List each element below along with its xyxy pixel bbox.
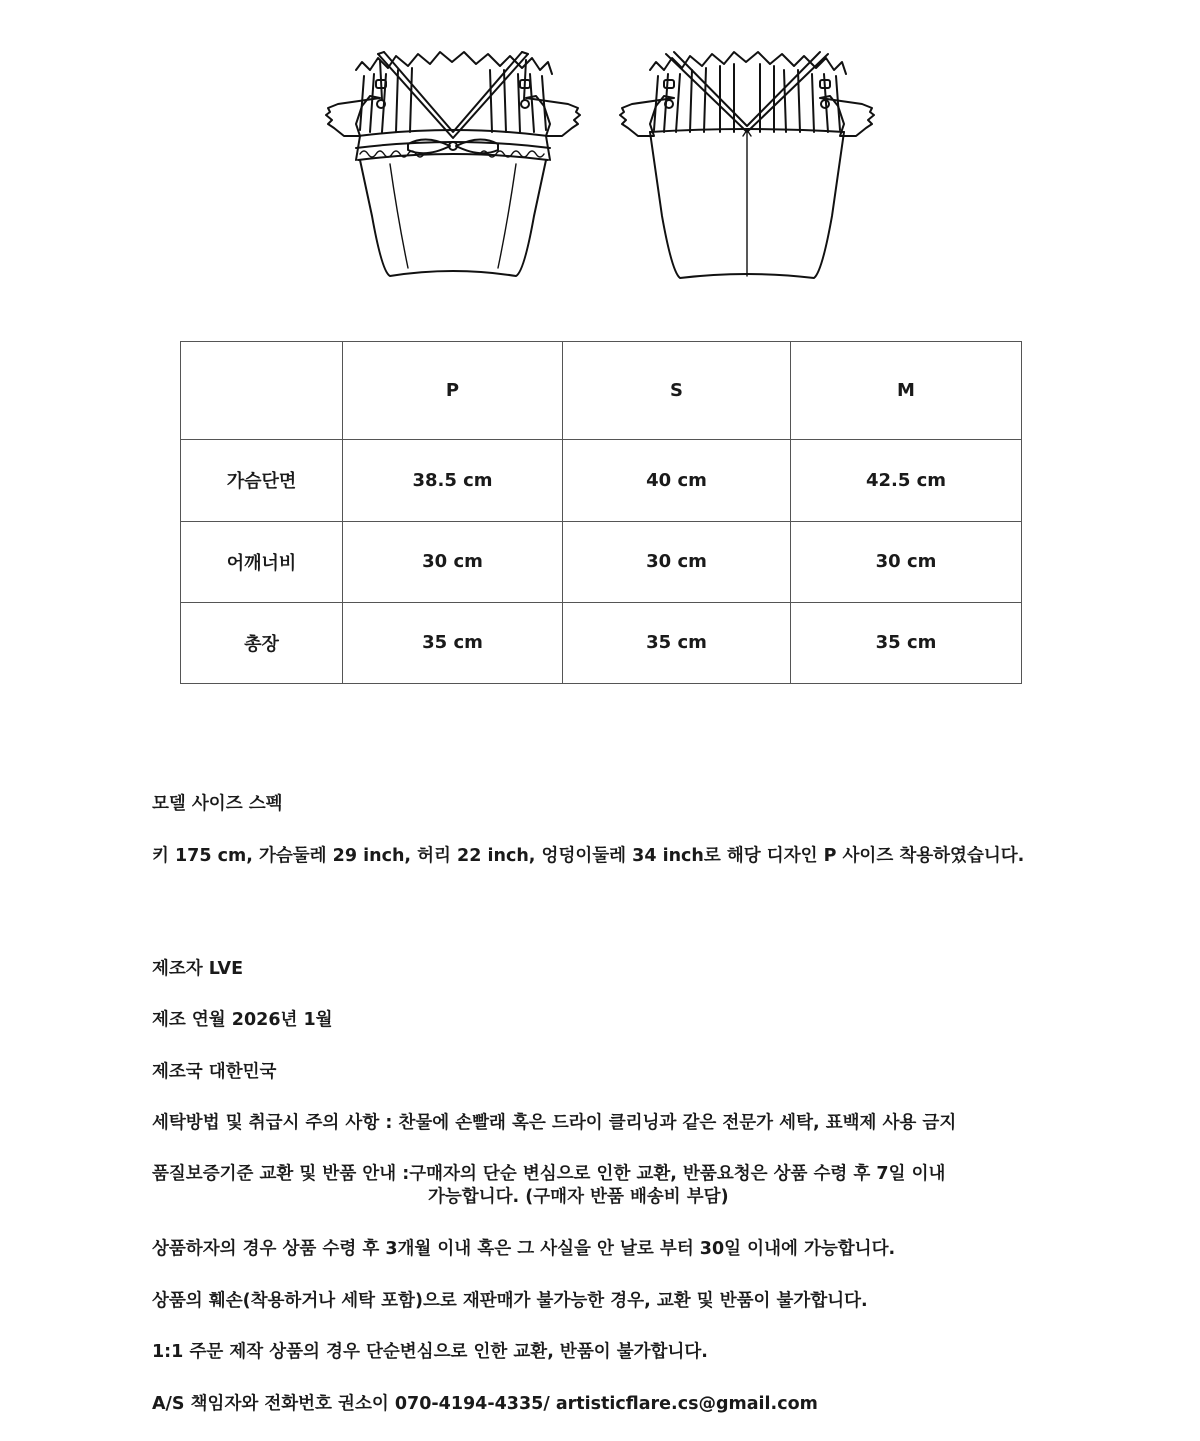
size-header-p: P	[343, 342, 563, 440]
size-header-s: S	[563, 342, 791, 440]
table-cell: 38.5 cm	[343, 440, 563, 521]
table-cell: 40 cm	[563, 440, 791, 521]
table-cell: 30 cm	[343, 521, 563, 602]
size-header-m: M	[791, 342, 1022, 440]
table-cell: 30 cm	[563, 521, 791, 602]
size-header-row	[181, 342, 1022, 440]
size-chart-table	[180, 341, 1022, 684]
table-cell: 35 cm	[343, 602, 563, 683]
defect-policy-text: 상품하자의 경우 상품 수령 후 3개월 이내 혹은 그 사실을 안 날로 부터 30일 이내에 가능합니다.	[152, 1239, 896, 1259]
garment-sketch	[300, 40, 900, 300]
damage-policy-text: 상품의 훼손(착용하거나 세탁 포함)으로 재판매가 불가능한 경우, 교환 및 반품이 불가합니다.	[152, 1291, 868, 1311]
model-size-heading: 모델 사이즈 스펙	[152, 794, 283, 814]
care-text: 세탁방법 및 취급시 주의 사항 : 찬물에 손빨래 혹은 드라이 클리닝과 같은 전문가 세탁, 표백제 사용 금지	[152, 1113, 957, 1133]
manufacturer-text: 제조자 LVE	[152, 959, 244, 979]
table-cell: 35 cm	[791, 602, 1022, 683]
row-label-chest: 가슴단면	[181, 440, 343, 521]
table-row	[181, 521, 1022, 602]
size-header-empty	[181, 342, 343, 440]
country-text: 제조국 대한민국	[152, 1062, 277, 1082]
table-cell: 42.5 cm	[791, 440, 1022, 521]
table-row	[181, 440, 1022, 521]
table-row	[181, 602, 1022, 683]
row-label-shoulder: 어깨너비	[181, 521, 343, 602]
model-size-spec: 키 175 cm, 가슴둘레 29 inch, 허리 22 inch, 엉덩이둘레 34 inch로 해당 디자인 P 사이즈 착용하였습니다.	[152, 846, 1025, 866]
back-view-sketch	[620, 52, 874, 278]
exchange-policy-text-cont: 가능합니다. (구매자 반품 배송비 부담)	[428, 1187, 729, 1207]
table-cell: 35 cm	[563, 602, 791, 683]
manufacture-date-text: 제조 연월 2026년 1월	[152, 1010, 333, 1030]
front-view-sketch	[326, 52, 580, 276]
row-label-length: 총장	[181, 602, 343, 683]
as-contact-text: A/S 책임자와 전화번호 권소이 070-4194-4335/ artisticflare.cs@gmail.com	[152, 1394, 818, 1414]
table-cell: 30 cm	[791, 521, 1022, 602]
custom-order-policy-text: 1:1 주문 제작 상품의 경우 단순변심으로 인한 교환, 반품이 불가합니다.	[152, 1342, 708, 1362]
exchange-policy-text: 품질보증기준 교환 및 반품 안내 :구매자의 단순 변심으로 인한 교환, 반품요청은 상품 수령 후 7일 이내	[152, 1164, 946, 1184]
